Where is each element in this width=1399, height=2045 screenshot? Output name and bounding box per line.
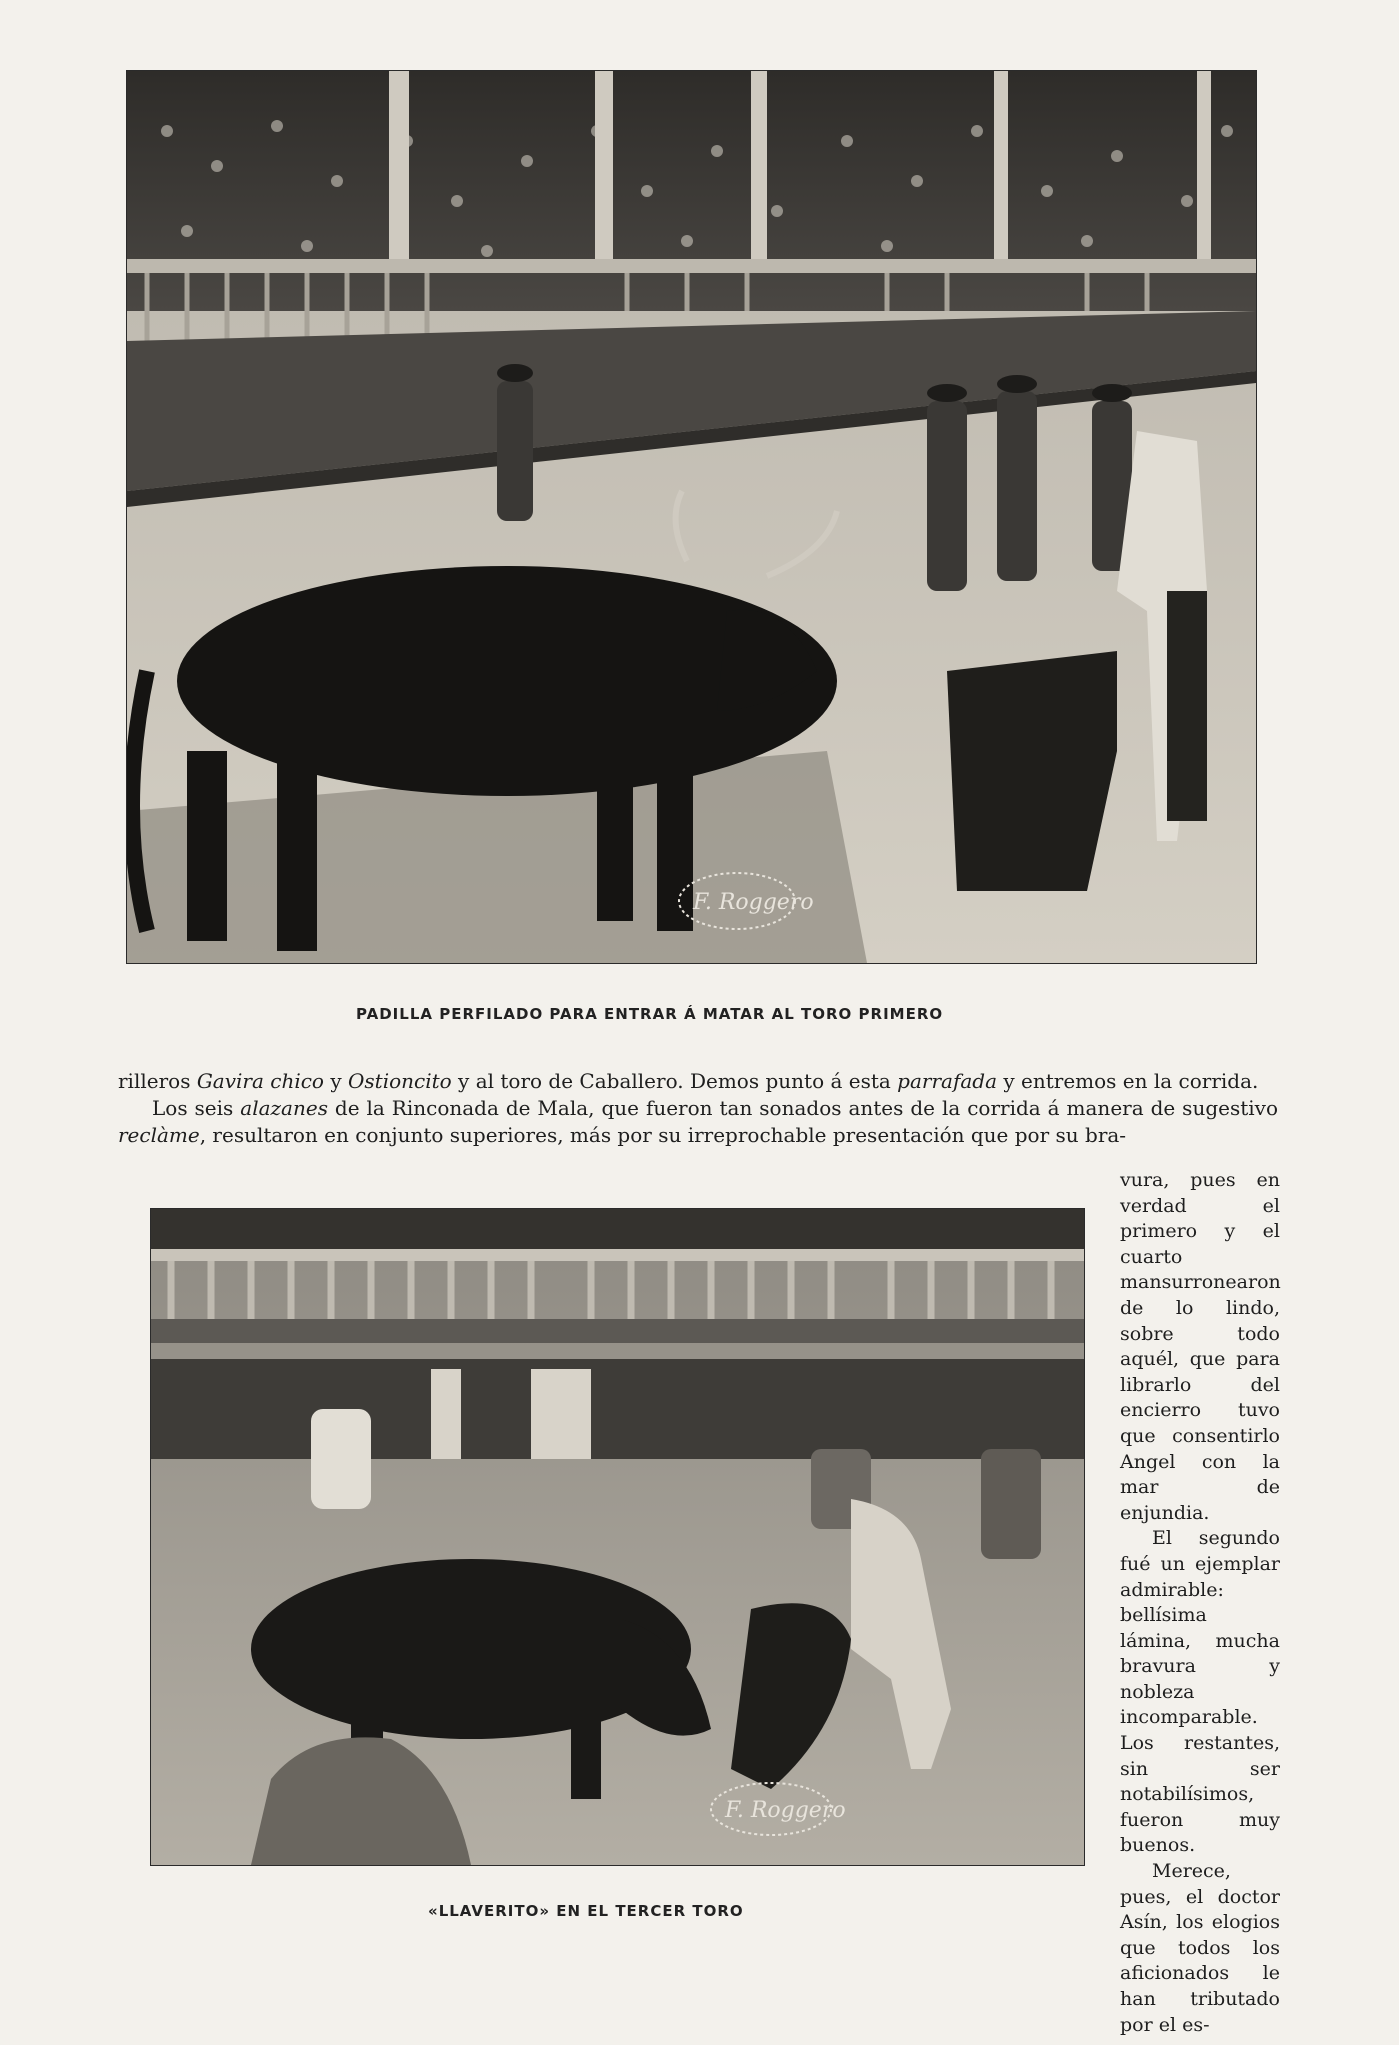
side-paragraph-2: El segundo fué un ejemplar admirable: bellísima lámina, mucha bravura y nobleza incomparable. Los restantes, sin ser notabilísimos, fueron muy buenos. (1120, 1527, 1280, 1857)
article-text-top (118, 1068, 1278, 1149)
photo-bullfight-padilla (126, 70, 1257, 964)
paragraph-1: rilleros Gavira chico y Ostioncito y al toro de Caballero. Demos punto á esta parrafada y entremos en la corrida. (118, 1069, 1259, 1093)
photo-1-illustration (127, 71, 1256, 963)
photo-1-watermark: F. Roggero (693, 890, 814, 915)
photo-bullfight-llaverito (150, 1208, 1085, 1866)
photo-2-caption: «LLAVERITO» EN EL TERCER TORO (428, 1902, 744, 1920)
photo-1-caption: PADILLA PERFILADO PARA ENTRAR Á MATAR AL TORO PRIMERO (356, 1005, 944, 1023)
side-paragraph-1: vura, pues en verdad el primero y el cuarto mansurronearon de lo lindo, sobre todo aquél, que para librarlo del encierro tuvo que consentirlo Angel con la mar de enjundia. (1120, 1169, 1281, 1524)
article-text-side-column (1120, 1168, 1280, 2038)
photo-2-illustration (151, 1209, 1084, 1865)
side-paragraph-3: Merece, pues, el doctor Asín, los elogios que todos los aficionados le han tributado por el es- (1120, 1860, 1280, 2036)
photo-2-watermark: F. Roggero (725, 1798, 846, 1823)
paragraph-2: Los seis alazanes de la Rinconada de Mala, que fueron tan sonados antes de la corrida á manera de sugestivo reclàme, resultaron en conjunto superiores, más por su irreprochable presentación que por su bra- (118, 1096, 1279, 1147)
